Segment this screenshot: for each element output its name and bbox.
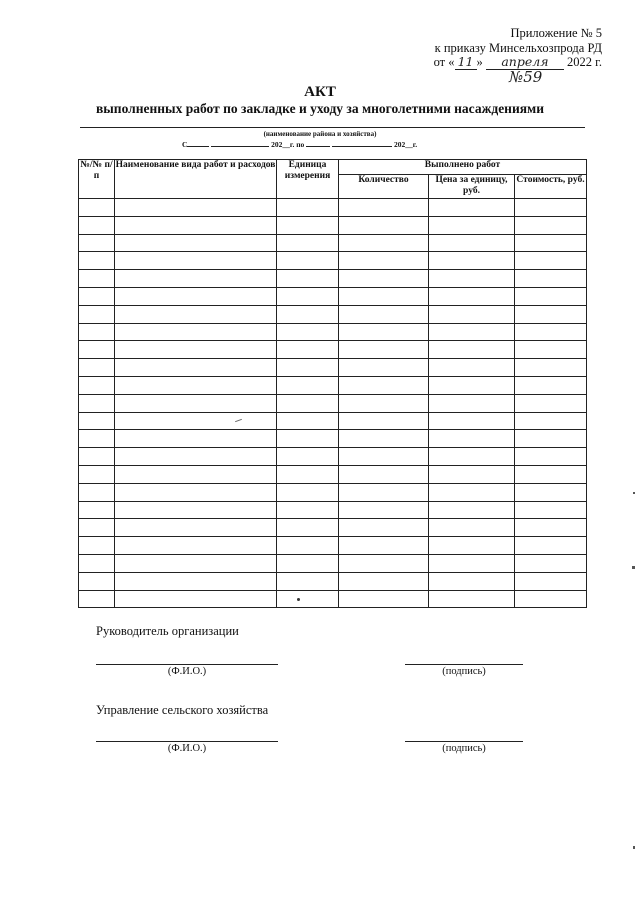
table-cell	[277, 519, 339, 537]
order-reference: к приказу Минсельхозпрода РД	[434, 41, 602, 55]
table-cell	[115, 430, 277, 448]
works-table	[78, 159, 587, 608]
dept-fio-caption: (Ф.И.О.)	[167, 743, 207, 754]
table-cell	[115, 252, 277, 270]
table-cell	[339, 572, 429, 590]
table-cell	[515, 394, 587, 412]
table-cell	[115, 519, 277, 537]
table-cell	[429, 501, 515, 519]
period-line	[182, 140, 417, 149]
table-cell	[277, 287, 339, 305]
table-cell	[515, 323, 587, 341]
table-cell	[115, 376, 277, 394]
head-fio-line	[96, 664, 278, 665]
table-cell	[429, 234, 515, 252]
table-cell	[79, 519, 115, 537]
period-blank-4	[332, 146, 392, 147]
table-cell	[515, 590, 587, 608]
table-cell	[79, 554, 115, 572]
table-cell	[429, 305, 515, 323]
table-cell	[429, 590, 515, 608]
period-end: 202__г.	[393, 140, 418, 149]
table-cell	[339, 537, 429, 555]
table-cell	[115, 305, 277, 323]
table-cell	[115, 359, 277, 377]
table-row	[79, 216, 587, 234]
table-cell	[339, 305, 429, 323]
table-cell	[115, 537, 277, 555]
table-cell	[115, 394, 277, 412]
col-header-name: Наименование вида работ и расходов	[115, 160, 277, 199]
date-mid: »	[476, 55, 483, 69]
table-cell	[515, 448, 587, 466]
col-header-quantity: Количество	[339, 175, 429, 199]
dept-signature-line	[405, 741, 523, 742]
table-cell	[515, 519, 587, 537]
table-cell	[79, 572, 115, 590]
table-cell	[115, 572, 277, 590]
table-cell	[79, 287, 115, 305]
table-cell	[79, 501, 115, 519]
date-month: апреля	[486, 54, 564, 70]
table-cell	[277, 341, 339, 359]
table-cell	[115, 287, 277, 305]
col-header-price: Цена за единицу, руб.	[429, 175, 515, 199]
table-cell	[277, 199, 339, 217]
table-cell	[277, 270, 339, 288]
district-caption: (наименование района и хозяйства)	[263, 130, 377, 138]
col-header-number: №/№ п/п	[79, 160, 115, 199]
table-cell	[79, 412, 115, 430]
table-row	[79, 519, 587, 537]
table-cell	[79, 341, 115, 359]
dept-fio-line	[96, 741, 278, 742]
table-cell	[515, 465, 587, 483]
table-cell	[115, 465, 277, 483]
table-cell	[515, 501, 587, 519]
table-cell	[339, 483, 429, 501]
table-row	[79, 359, 587, 377]
table-cell	[277, 234, 339, 252]
table-cell	[115, 501, 277, 519]
table-cell	[79, 323, 115, 341]
col-header-done: Выполнено работ	[339, 160, 587, 175]
table-row	[79, 465, 587, 483]
table-cell	[515, 270, 587, 288]
table-cell	[115, 199, 277, 217]
table-cell	[339, 519, 429, 537]
order-number-handwritten: №59	[509, 68, 543, 86]
table-row	[79, 412, 587, 430]
table-row	[79, 572, 587, 590]
scan-speck	[297, 598, 300, 601]
table-cell	[339, 287, 429, 305]
table-cell	[429, 270, 515, 288]
document-subtitle: выполненных работ по закладке и уходу за многолетними насаждениями	[95, 101, 545, 116]
table-cell	[115, 483, 277, 501]
table-cell	[429, 554, 515, 572]
table-cell	[277, 252, 339, 270]
table-cell	[429, 394, 515, 412]
table-cell	[115, 216, 277, 234]
table-cell	[515, 287, 587, 305]
table-cell	[429, 483, 515, 501]
agriculture-department-label: Управление сельского хозяйства	[96, 703, 269, 717]
period-blank-3	[306, 146, 330, 147]
table-cell	[515, 359, 587, 377]
date-year: 2022 г.	[567, 55, 602, 69]
table-cell	[515, 199, 587, 217]
table-cell	[339, 448, 429, 466]
head-of-organization-label: Руководитель организации	[96, 624, 239, 638]
table-row	[79, 590, 587, 608]
table-cell	[79, 537, 115, 555]
table-cell	[277, 448, 339, 466]
period-mid: 202__г. по	[271, 140, 305, 149]
table-cell	[277, 483, 339, 501]
table-cell	[429, 287, 515, 305]
table-row	[79, 252, 587, 270]
table-cell	[515, 252, 587, 270]
table-cell	[277, 359, 339, 377]
district-name-line	[80, 127, 585, 128]
table-cell	[277, 537, 339, 555]
table-cell	[115, 412, 277, 430]
table-cell	[339, 590, 429, 608]
table-cell	[429, 323, 515, 341]
table-cell	[429, 359, 515, 377]
table-cell	[429, 537, 515, 555]
table-row	[79, 376, 587, 394]
table-cell	[79, 216, 115, 234]
table-cell	[277, 305, 339, 323]
period-blank-2	[211, 146, 269, 147]
table-cell	[79, 465, 115, 483]
table-row	[79, 430, 587, 448]
table-cell	[79, 359, 115, 377]
table-cell	[429, 572, 515, 590]
table-row	[79, 341, 587, 359]
head-fio-caption: (Ф.И.О.)	[167, 666, 207, 677]
table-row	[79, 287, 587, 305]
table-cell	[429, 341, 515, 359]
table-cell	[79, 590, 115, 608]
col-header-cost: Стоимость, руб.	[515, 175, 587, 199]
table-cell	[277, 430, 339, 448]
table-cell	[339, 252, 429, 270]
table-row	[79, 394, 587, 412]
table-cell	[277, 216, 339, 234]
table-cell	[515, 216, 587, 234]
table-cell	[79, 430, 115, 448]
table-cell	[339, 341, 429, 359]
table-row	[79, 483, 587, 501]
table-row	[79, 537, 587, 555]
table-cell	[429, 252, 515, 270]
scan-mark-edge-1	[633, 492, 635, 494]
table-cell	[515, 572, 587, 590]
table-cell	[277, 394, 339, 412]
table-cell	[79, 483, 115, 501]
table-cell	[515, 483, 587, 501]
table-cell	[115, 448, 277, 466]
table-cell	[339, 270, 429, 288]
period-from: С	[182, 140, 188, 149]
table-cell	[79, 305, 115, 323]
table-cell	[277, 590, 339, 608]
table-cell	[277, 323, 339, 341]
table-cell	[79, 252, 115, 270]
table-cell	[515, 341, 587, 359]
table-cell	[339, 216, 429, 234]
table-cell	[515, 430, 587, 448]
table-cell	[515, 412, 587, 430]
table-cell	[515, 376, 587, 394]
table-cell	[339, 359, 429, 377]
table-row	[79, 554, 587, 572]
table-cell	[429, 199, 515, 217]
table-cell	[277, 376, 339, 394]
table-cell	[115, 341, 277, 359]
table-cell	[429, 465, 515, 483]
table-cell	[277, 572, 339, 590]
table-cell	[339, 501, 429, 519]
table-cell	[79, 199, 115, 217]
table-cell	[429, 216, 515, 234]
table-cell	[429, 376, 515, 394]
scan-mark-edge-3	[633, 846, 635, 849]
table-cell	[115, 234, 277, 252]
table-row	[79, 270, 587, 288]
table-cell	[277, 465, 339, 483]
table-cell	[429, 430, 515, 448]
table-cell	[339, 412, 429, 430]
table-cell	[339, 199, 429, 217]
col-header-unit: Единица измерения	[277, 160, 339, 199]
date-day: 11	[455, 54, 477, 70]
table-cell	[79, 234, 115, 252]
head-signature-caption: (подпись)	[442, 666, 486, 677]
table-cell	[339, 323, 429, 341]
table-row	[79, 501, 587, 519]
table-cell	[339, 430, 429, 448]
table-cell	[339, 465, 429, 483]
date-prefix: от «	[433, 55, 455, 69]
table-cell	[515, 305, 587, 323]
scan-mark-edge-2	[632, 566, 635, 569]
table-cell	[115, 554, 277, 572]
appendix-number: Приложение № 5	[510, 26, 602, 40]
table-row	[79, 305, 587, 323]
table-cell	[429, 412, 515, 430]
table-cell	[339, 394, 429, 412]
table-cell	[339, 376, 429, 394]
table-cell	[79, 394, 115, 412]
table-cell	[277, 501, 339, 519]
table-cell	[515, 554, 587, 572]
table-cell	[339, 554, 429, 572]
period-blank-1	[187, 146, 209, 147]
head-signature-line	[405, 664, 523, 665]
table-cell	[429, 519, 515, 537]
table-cell	[79, 270, 115, 288]
dept-signature-caption: (подпись)	[442, 743, 486, 754]
table-cell	[277, 554, 339, 572]
table-cell	[79, 448, 115, 466]
table-cell	[115, 590, 277, 608]
table-row	[79, 323, 587, 341]
table-cell	[277, 412, 339, 430]
table-cell	[339, 234, 429, 252]
table-cell	[515, 234, 587, 252]
table-row	[79, 448, 587, 466]
table-row	[79, 199, 587, 217]
table-row	[79, 234, 587, 252]
table-cell	[115, 323, 277, 341]
table-cell	[429, 448, 515, 466]
table-cell	[515, 537, 587, 555]
table-cell	[79, 376, 115, 394]
document-title: АКТ	[304, 84, 336, 100]
table-cell	[115, 270, 277, 288]
